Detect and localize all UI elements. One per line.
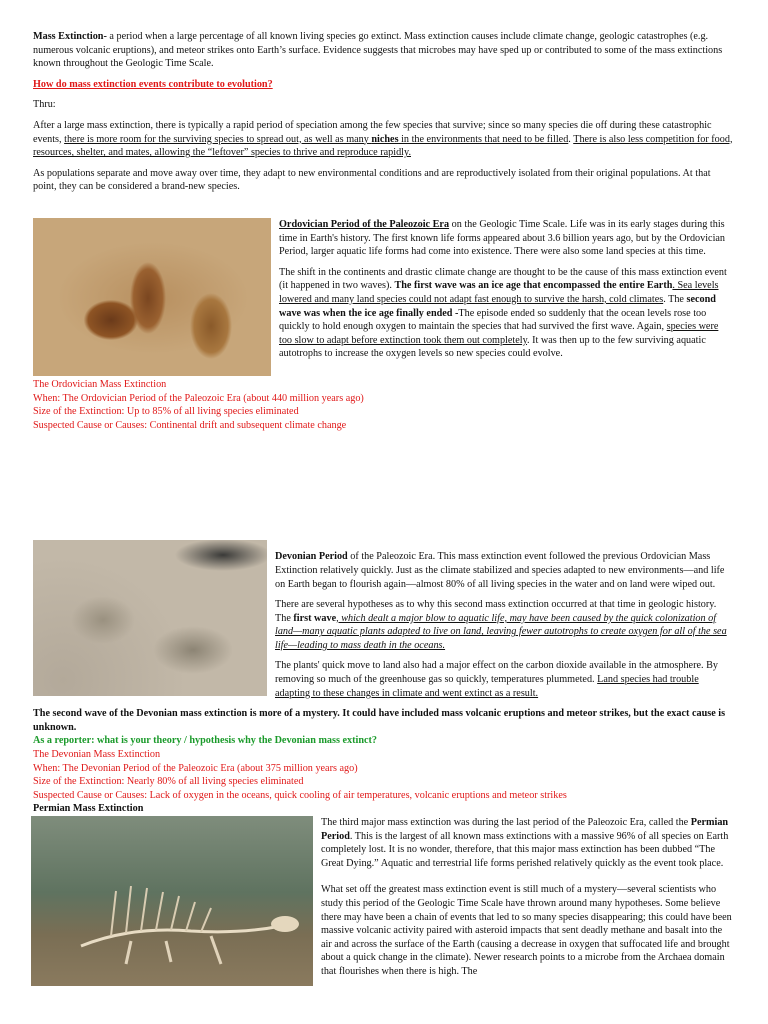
devonian-fact-size: Size of the Extinction: Nearly 80% of all living species eliminated [33, 776, 304, 788]
document-page [33, 30, 733, 986]
intro-paragraph-2: As populations separate and move away over time, they adapt to new environmental conditions and are reproductively isolated from their original populations. At that point, they can be considered a brand-new species. [33, 167, 711, 193]
intro-definition: Mass Extinction- a period when a large percentage of all known living species go extinct. Mass extinction causes include climate change, geologic catastrophes (e.g. numerous volcanic eruptions), and meteor strikes onto Earth’s surface. Evidence suggests that microbes may have sped up or contributed to some of the mass extinctions known throughout the Geologic Time Scale. [33, 31, 723, 70]
ordovician-paragraph-1: Ordovician Period of the Paleozoic Era on the Geologic Time Scale. Life was in its early stages during this time in Earth's history. The first known life forms appeared about 3.6 billion years ago, but by the Ordovician Period, larger aquatic life forms had come into existence. There were also some land species at this time. [279, 218, 726, 258]
definition-term: Mass Extinction- [33, 31, 107, 42]
permian-section [33, 802, 733, 978]
ordovician-fact-when: When: The Ordovician Period of the Paleozoic Era (about 440 million years ago) [33, 392, 364, 404]
permian-paragraph-2: What set off the greatest mass extinction event is still much of a mystery—several scientists who study this period of the Geologic Time Scale have thrown around many hypotheses. Some believe there may have been a chain of events that led to so many species disappearing; this could have been massive volcanic activity paired with asteroid impacts that sent deadly methane and basalt into the air and across the surface of the Earth (causing a decrease in oxygen that suffocated life and brought about a quick change in the climate). Newer research points to a microbe from the Archaea domain that flourishes when there is high. The [321, 884, 732, 977]
ordovician-fact-title: The Ordovician Mass Extinction [33, 378, 167, 390]
devonian-fact-cause: Suspected Cause or Causes: Lack of oxygen in the oceans, quick cooling of air temperatures, volcanic eruptions and meteor strikes [33, 789, 567, 801]
reporter-question: As a reporter: what is your theory / hypothesis why the Devonian mass extinct? [33, 735, 378, 747]
devonian-bold-paragraph: The second wave of the Devonian mass extinction is more of a mystery. It could have included mass volcanic eruptions and meteor strikes, but the exact cause is unknown. [33, 708, 726, 733]
permian-heading: Permian Mass Extinction [33, 803, 144, 815]
devonian-section [33, 540, 733, 802]
devonian-paragraph-2: There are several hypotheses as to why this second mass extinction occurred at that time in geologic history. The first wave, which dealt a major blow to aquatic life, may have been caused by the quick colonization of land—many aquatic plants adapted to live on land, leaving fewer autotrophs to create oxygen for all of the sea life—leading to mass death in the oceans. [275, 599, 727, 651]
devonian-fossil-rock-image [33, 540, 267, 696]
devonian-paragraph-1: Devonian Period of the Paleozoic Era. This mass extinction event followed the previous Ordovician Mass Extinction relatively quickly. Just as the climate stabilized and species adapted to new environments—and life on Earth began to flourish again—almost 80% of all living species in the water and on land were wiped out. [275, 551, 725, 590]
permian-paragraph-1: The third major mass extinction was during the last period of the Paleozoic Era, called the Permian Period. This is the largest of all known mass extinctions with a massive 96% of all species on Earth completely lost. It is no wonder, therefore, that this major mass extinction has been dubbed “The Great Dying.” Aquatic and terrestrial life forms perished relatively quickly as the event took place. [321, 817, 729, 869]
devonian-fact-title: The Devonian Mass Extinction [33, 749, 161, 761]
skeleton-illustration [71, 886, 301, 966]
ordovician-paragraph-2: The shift in the continents and drastic climate change are thought to be the cause of this mass extinction event (it happened in two waves). The first wave was an ice age that encompassed the entire Earth. Sea levels lowered and many land species could not adapt fast enough to survive the harsh, cold climates. The second wave was when the ice age finally ended -The episode ended so suddenly that the ocean levels rose too quickly to hold enough oxygen to maintain the species that had survived the first wave. Again, species were too slow to adapt before extinction took them out completely. It was then up to the few surviving aquatic autotrophs to increase the oxygen levels so new species could evolve. [279, 266, 727, 360]
devonian-paragraph-3: The plants' quick move to land also had a major effect on the carbon dioxide available in the atmosphere. By removing so much of the greenhouse gas so quickly, temperatures plummeted. Land species had trouble adapting to these changes in climate and went extinct as a result. [275, 660, 718, 699]
ordovician-fact-size: Size of the Extinction: Up to 85% of all living species eliminated [33, 406, 299, 418]
question: How do mass extinction events contribute to evolution? [33, 78, 273, 90]
ordovician-section [33, 218, 733, 432]
ordovician-fact-cause: Suspected Cause or Causes: Continental drift and subsequent climate change [33, 419, 347, 431]
thru-label: Thru: [33, 99, 56, 111]
devonian-fact-when: When: The Devonian Period of the Paleozoic Era (about 375 million years ago) [33, 762, 358, 774]
dimetrodon-skeleton-image [31, 816, 313, 986]
trilobite-fossil-image [33, 218, 271, 376]
intro-paragraph-1: After a large mass extinction, there is typically a rapid period of speciation among the few species that survive; since so many species die off during these catastrophic events, there is more room for the surviving species to spread out, as well as many niches in the environments that need to be filled. There is also less competition for food, resources, shelter, and mates, allowing the “leftover” species to thrive and reproduce rapidly. [33, 119, 733, 159]
